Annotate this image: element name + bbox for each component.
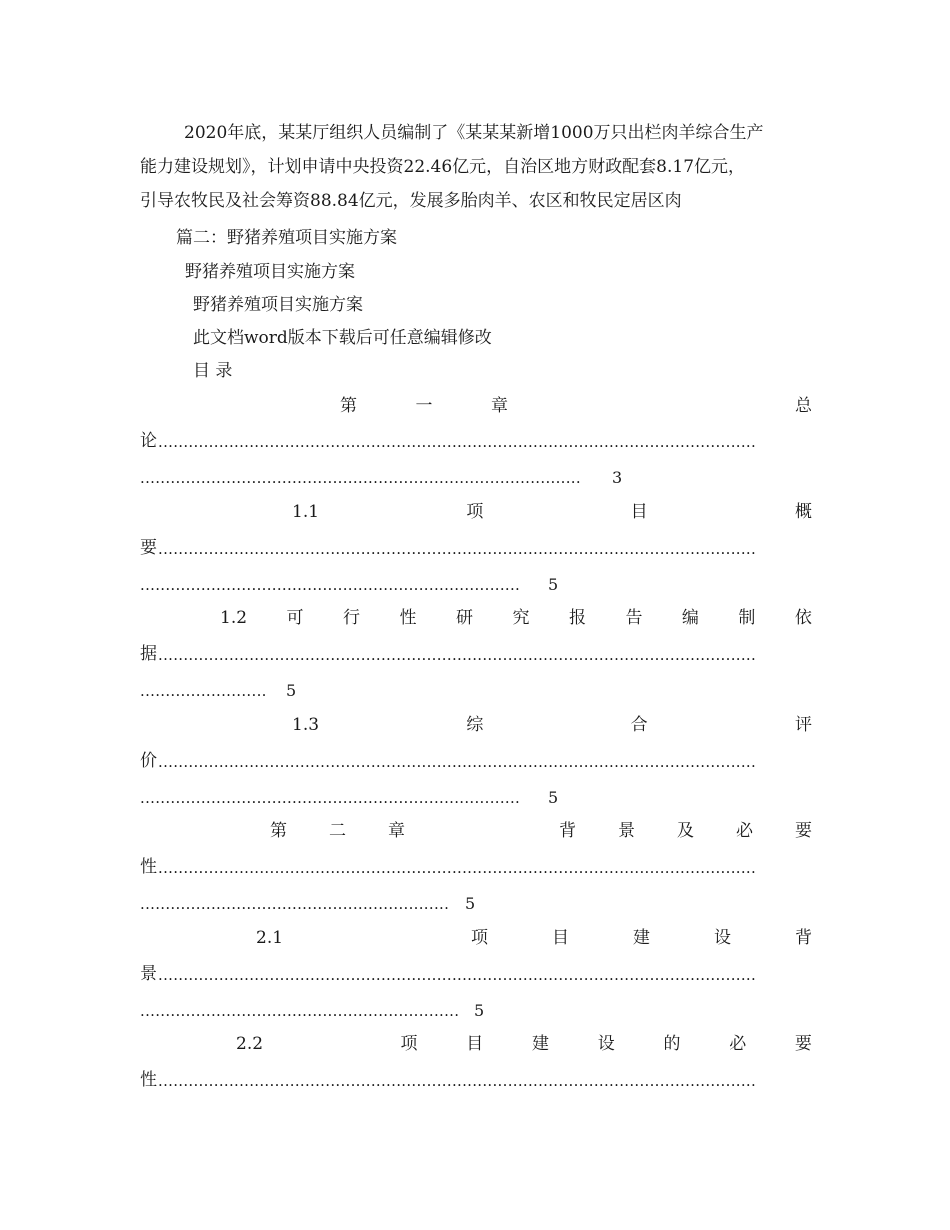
toc-page-number: 5 (548, 788, 559, 807)
toc-entry-2-1[interactable]: 2.1 项 目 建 设 背 (256, 928, 812, 948)
toc-entry-chapter-2[interactable]: 第 二 章 背 景 及 必 要 (270, 821, 812, 841)
leader-dots: ........................................................................... (140, 576, 521, 594)
leader-dots: ...................................................................................................................... (158, 753, 757, 771)
intro-line-1: 2020年底，某某厅组织人员编制了《某某某新增1000万只出栏肉羊综合生产 (184, 123, 764, 143)
toc-heading: 目 录 (193, 361, 233, 381)
toc-entry-1-1-end: 要 (140, 538, 157, 558)
leader-dots: ...................................................................................................................... (158, 859, 757, 877)
leader-dots: ...................................................................................................................... (158, 540, 757, 558)
toc-entry-1-3[interactable]: 1.3 综 合 评 (292, 715, 812, 735)
toc-page-number: 3 (612, 468, 623, 487)
leader-dots: ......................... (140, 682, 267, 700)
toc-page-number: 5 (286, 681, 297, 700)
toc-entry-chapter-1[interactable]: 第 一 章 总 (340, 396, 812, 416)
part-heading: 篇二：野猪养殖项目实施方案 (176, 228, 397, 248)
leader-dots: ...................................................................................................................... (158, 646, 757, 664)
intro-line-2: 能力建设规划》，计划申请中央投资22.46亿元，自治区地方财政配套8.17亿元， (140, 157, 746, 177)
toc-entry-chapter-1-end: 论 (140, 431, 157, 451)
toc-page-number: 5 (548, 575, 559, 594)
intro-paragraph (140, 116, 812, 218)
toc-entry-2-1-end: 景 (140, 964, 157, 984)
doc-subtitle: 野猪养殖项目实施方案 (193, 295, 363, 315)
toc-entry-1-2-end: 据 (140, 644, 157, 664)
toc-entry-1-3-end: 价 (140, 751, 157, 771)
leader-dots: ....................................................................................... (140, 469, 581, 487)
edit-note: 此文档word版本下载后可任意编辑修改 (193, 328, 492, 348)
toc-page-number: 5 (474, 1001, 485, 1020)
doc-title: 野猪养殖项目实施方案 (185, 262, 355, 282)
leader-dots: ............................................................... (140, 1002, 460, 1020)
toc-entry-2-2-end: 性 (140, 1070, 157, 1090)
leader-dots: ...................................................................................................................... (158, 1072, 757, 1090)
leader-dots: ........................................................................... (140, 789, 521, 807)
leader-dots: ...................................................................................................................... (158, 966, 757, 984)
toc-entry-2-2[interactable]: 2.2 项 目 建 设 的 必 要 (236, 1034, 812, 1054)
leader-dots: ...................................................................................................................... (158, 433, 757, 451)
toc-entry-1-1[interactable]: 1.1 项 目 概 (292, 502, 812, 522)
leader-dots: ............................................................. (140, 895, 450, 913)
toc-page-number: 5 (465, 894, 476, 913)
toc-entry-chapter-2-end: 性 (140, 857, 157, 877)
intro-line-3: 引导农牧民及社会筹资88.84亿元，发展多胎肉羊、农区和牧民定居区肉 (140, 191, 682, 211)
toc-entry-1-2[interactable]: 1.2 可 行 性 研 究 报 告 编 制 依 (220, 608, 812, 628)
